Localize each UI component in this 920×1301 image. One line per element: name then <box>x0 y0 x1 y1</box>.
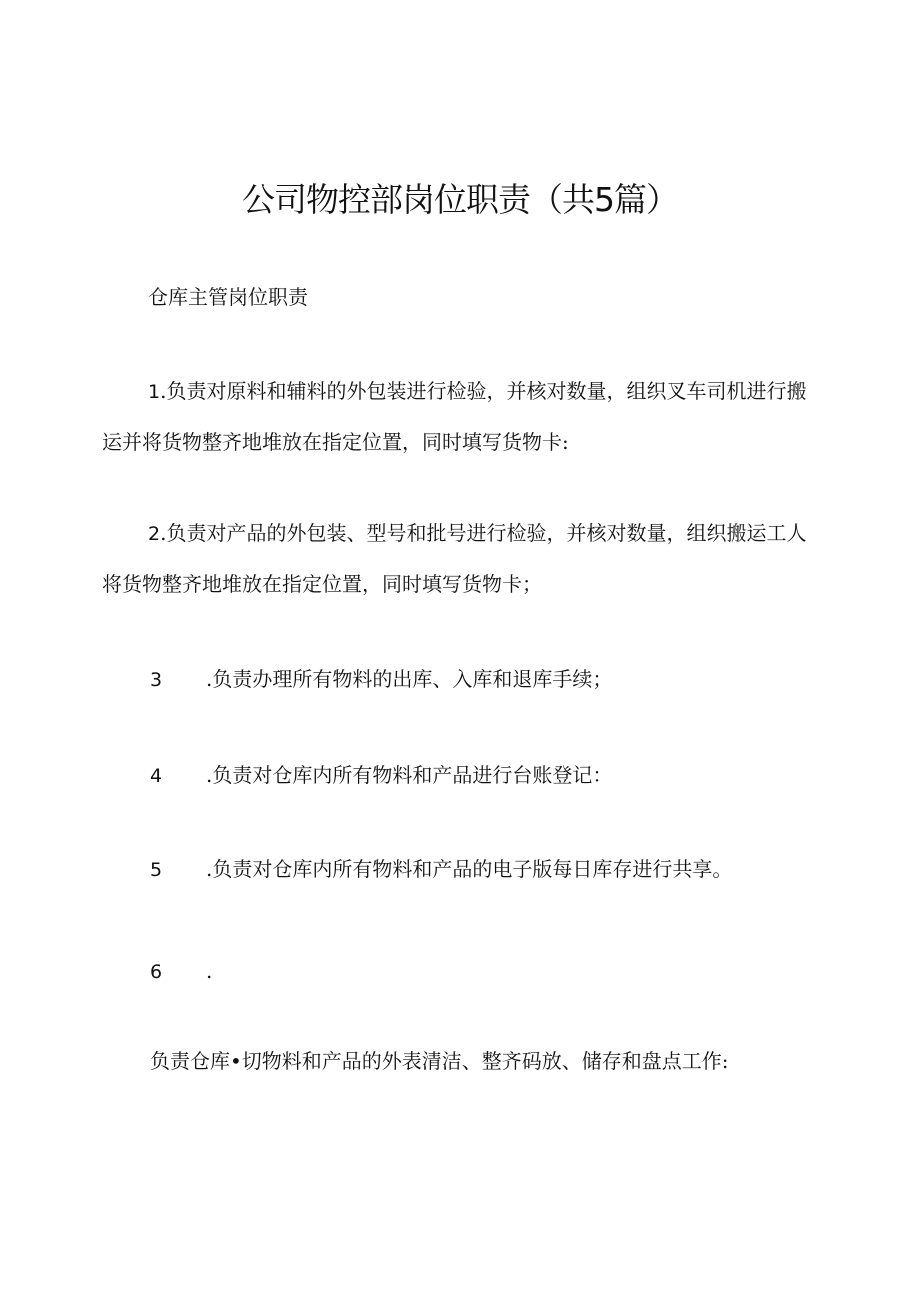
item-number: 6 <box>150 961 163 983</box>
item-number: 5 <box>150 859 163 881</box>
item-number: 1 <box>148 381 161 403</box>
item-text: .负责对仓库内所有物料和产品进行台账登记： <box>206 763 613 787</box>
section-heading: 仓库主管岗位职责 <box>148 285 308 309</box>
item-text: . <box>206 959 213 983</box>
item-number: 3 <box>150 669 163 691</box>
document-title: 公司物控部岗位职责（共5篇） <box>242 180 678 219</box>
item-text: .负责对仓库内所有物料和产品的电子版每日库存进行共享。 <box>206 857 733 881</box>
list-item <box>150 760 612 791</box>
item-text: .负责对产品的外包装、型号和批号进行检验，并核对数量，组织搬运工人将货物整齐地堆放在指定位置，同时填写货物卡； <box>102 521 807 596</box>
list-item <box>102 366 822 467</box>
item-number: 4 <box>150 765 163 787</box>
final-paragraph: 负责仓库•切物料和产品的外表清洁、整齐码放、储存和盘点工作: <box>150 1049 729 1073</box>
list-item <box>150 956 212 987</box>
list-item <box>150 664 612 695</box>
item-number: 2 <box>148 523 161 545</box>
item-text: .负责办理所有物料的出库、入库和退库手续； <box>206 667 613 691</box>
item-text: .负责对原料和辅料的外包装进行检验，并核对数量，组织叉车司机进行搬运并将货物整齐地堆放在指定位置，同时填写货物卡: <box>102 379 807 454</box>
list-item <box>150 854 732 885</box>
list-item <box>102 508 822 609</box>
